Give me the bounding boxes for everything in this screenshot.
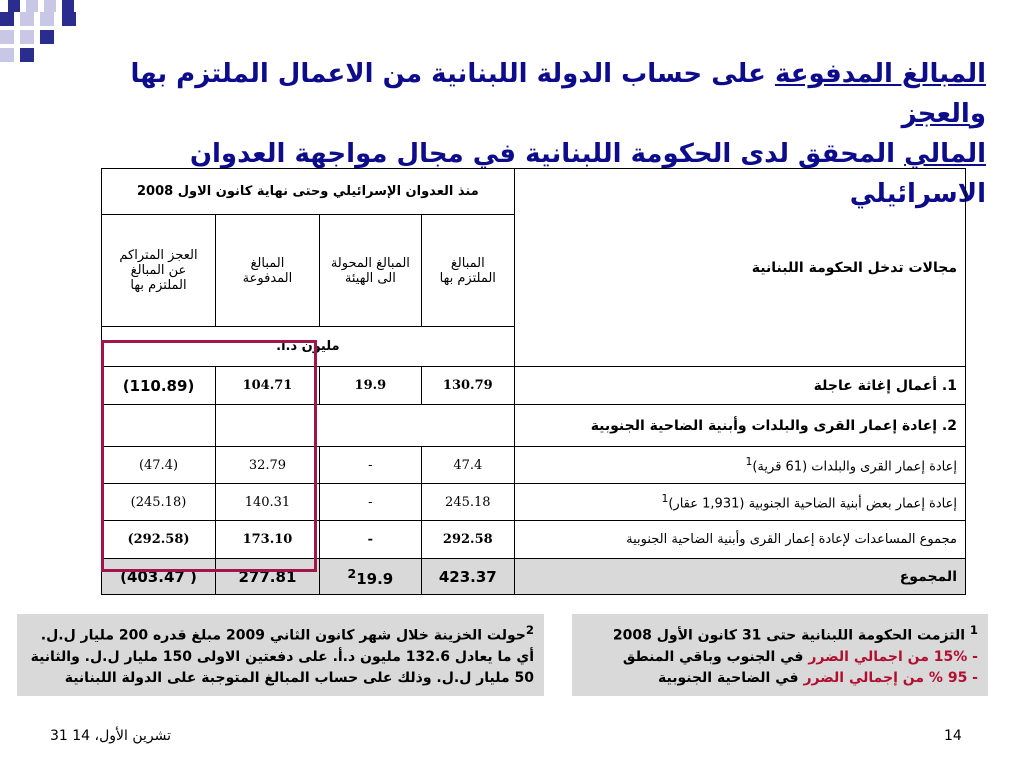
- row-header: مجالات تدخل الحكومة اللبنانية: [514, 169, 965, 367]
- footnote-1-line-1: $^1$ التزمت الحكومة اللبنانية حتى 31 كانون الأول 2008: [612, 623, 978, 644]
- cell-committed: 292.58: [421, 521, 514, 559]
- title-line-1: المبالغ المدفوعة على حساب الدولة اللبنانية من الاعمال الملتزم بها والعجز: [130, 59, 986, 129]
- cell-transferred: -: [319, 521, 421, 559]
- cell-paid: 140.31: [215, 484, 319, 521]
- cell-committed: 245.18: [421, 484, 514, 521]
- row-label: إعادة إعمار القرى والبلدات (61 قرية)$^1$: [514, 447, 965, 484]
- decor-square: [0, 48, 14, 62]
- decor-square: [8, 0, 20, 12]
- footnote-2: $^2$حولت الخزينة خلال شهر كانون الثاني 2009 مبلغ قدره 200 مليار ل.ل. أي ما يعادل 132.6 مليون د.أ. على دفعتين الاولى 150 مليار ل.ل. والثانية 50 مليار ل.ل. وذلك على حساب المبالغ المتوجبة على الدولة اللبنانية: [17, 614, 544, 696]
- highlight-box: [101, 340, 317, 572]
- decor-square: [0, 30, 14, 44]
- cell-deficit: ( 403.47): [102, 559, 216, 595]
- cell-committed: 47.4: [421, 447, 514, 484]
- footer-date: 31 تشرين الأول، 14: [50, 728, 171, 744]
- cell-paid: 277.81: [215, 559, 319, 595]
- cell-transferred: -: [319, 484, 421, 521]
- cell-committed: 423.37: [421, 559, 514, 595]
- decor-square: [62, 12, 76, 26]
- row-label: المجموع: [514, 559, 965, 595]
- row-label: مجموع المساعدات لإعادة إعمار القرى وأبنية الضاحية الجنوبية: [514, 521, 965, 559]
- footnote-1-line-3: - 95 % من إجمالي الضرر في الضاحية الجنوبية: [657, 669, 978, 686]
- col-header-committed: المبالغ الملتزم بها: [421, 215, 514, 327]
- cell-committed: 130.79: [421, 367, 514, 405]
- col-header-transferred: المبالغ المحولة الى الهيئة: [319, 215, 421, 327]
- group-header: منذ العدوان الإسرائيلي وحتى نهاية كانون الاول 2008: [102, 169, 515, 215]
- cell-transferred: -: [319, 447, 421, 484]
- cell-deficit: (47.4): [102, 447, 216, 484]
- cell-deficit: (110.89): [102, 367, 216, 405]
- col-header-paid: المبالغ المدفوعة: [215, 215, 319, 327]
- decor-square: [62, 0, 74, 12]
- row-label: 2. إعادة إعمار القرى والبلدات وأبنية الضاحية الجنوبية: [514, 405, 965, 447]
- decor-square: [40, 30, 54, 44]
- decor-square: [40, 12, 54, 26]
- decor-square: [26, 0, 38, 12]
- cell-deficit: (292.58): [102, 521, 216, 559]
- page-number: 14: [944, 728, 962, 744]
- cell-transferred: 19.9: [319, 367, 421, 405]
- cell-transferred: $^2$19.9: [319, 559, 421, 595]
- cell-paid: 173.10: [215, 521, 319, 559]
- decor-square: [20, 30, 34, 44]
- cell-paid: 104.71: [215, 367, 319, 405]
- row-label: 1. أعمال إغاثة عاجلة: [514, 367, 965, 405]
- cell-deficit: (245.18): [102, 484, 216, 521]
- col-header-deficit: العجز المتراكم عن المبالغ الملتزم بها: [102, 215, 216, 327]
- footnote-1-line-2: - 15% من اجمالي الضرر في الجنوب وباقي المنطق: [622, 648, 978, 665]
- cell-paid: 32.79: [215, 447, 319, 484]
- decor-square: [20, 12, 34, 26]
- decor-square: [20, 48, 34, 62]
- unit-label: مليون د.ا.: [102, 327, 515, 367]
- decor-square: [0, 12, 14, 26]
- decor-square: [44, 0, 56, 12]
- footnote-1: [572, 614, 988, 696]
- row-label: إعادة إعمار بعض أبنية الضاحية الجنوبية (1,931 عقار)$^1$: [514, 484, 965, 521]
- title-line-2: المالي المحقق لدى الحكومة اللبنانية في مجال مواجهة العدوان الاسرائيلي: [189, 139, 986, 209]
- table-header-row: [102, 169, 966, 215]
